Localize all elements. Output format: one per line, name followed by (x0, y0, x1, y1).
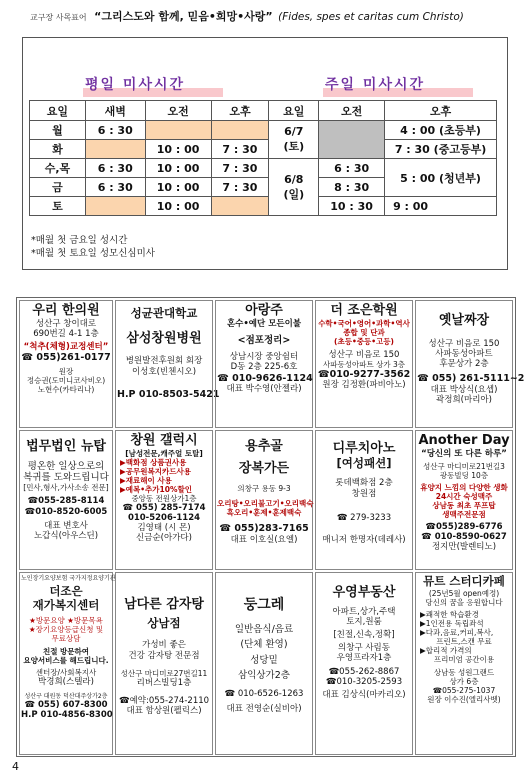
ad-line: 당신의 꿈을 응원합니다 (425, 597, 503, 607)
sunday-day1-weekday: (토) (283, 140, 305, 153)
header-pm: 오후 (211, 101, 269, 121)
ad-another-day (415, 430, 513, 570)
ad-line: 대표 변호사 (44, 520, 88, 531)
ad-phone: ☎ 055)261-0177 (21, 352, 111, 364)
ad-title-2: 재가복지센터 (32, 597, 100, 612)
ad-phone: ☎ 010-9626-1124 (217, 372, 313, 384)
ad-phone: ☎010-8520-6005 (24, 506, 108, 517)
day-cell: 월 (30, 121, 86, 140)
mass-notes (31, 234, 155, 260)
ad-line: 상가 6층 (449, 676, 479, 686)
ad-line: 690번길 4-1 1층 (33, 328, 99, 339)
pm-cell (211, 121, 269, 140)
ad-line: 성산구 비음로 150 (328, 349, 400, 360)
ad-line: 상남시장 중앙쉼터 (229, 352, 299, 363)
sunday-day2-am-c: 10 : 30 (319, 197, 385, 216)
sunday-day1-date: 6/7 (284, 125, 304, 138)
ad-yennal-jjajang (415, 300, 525, 428)
ad-line: 신금순(아가다) (136, 533, 192, 544)
sunday-day2-pm-c: 9 : 00 (385, 197, 497, 216)
ad-line: 상남동 성원그랜드 (433, 667, 495, 677)
sunday-day2-am-b: 8 : 30 (319, 178, 385, 197)
ad-diluciano (315, 430, 413, 570)
dawn-cell (85, 140, 145, 159)
weekday-mass-title: 평일 미사시간 (85, 77, 186, 93)
ad-deojoeun-care-center (19, 572, 116, 755)
am-cell: 10 : 00 (145, 178, 211, 197)
header-sunday-am: 오전 (319, 101, 385, 121)
ad-title: 창원 갤럭시 (130, 433, 198, 448)
ad-line: 성산구 비음로 150 (428, 338, 500, 349)
ad-title: 용추골 (245, 439, 283, 454)
ad-line: 롯데백화점 2층 (335, 478, 393, 489)
ad-line: 의창구 사림동 (338, 643, 390, 654)
am-cell: 10 : 00 (145, 159, 211, 178)
ad-line: 프리미엄 공간이용 (433, 654, 495, 664)
ad-line: “당신의 또 다른 하루” (421, 448, 507, 459)
ad-line: 프린트,스캔 무료 (436, 636, 492, 646)
ad-title-2: 상남점 (147, 615, 181, 630)
ad-line: 아파트,상가,주택 (332, 606, 396, 617)
ad-line: (25년5월 open예정) (428, 588, 500, 598)
ad-title-2: 장복가든 (238, 460, 290, 476)
ad-line: 센터장/사회복지사 (35, 667, 97, 677)
ad-title: 뮤트 스터디카페 (423, 574, 505, 588)
note-line: *매월 첫 금요일 성시간 (31, 235, 128, 246)
dawn-cell: 6 : 30 (85, 178, 145, 197)
ad-line: <점포정리> (237, 334, 291, 346)
ad-line: 사파동성아파트 상가 3층 (323, 359, 405, 369)
motto-label: 교구장 사목표어 (30, 13, 87, 22)
ad-title: 우영부동산 (332, 585, 396, 600)
ad-line: 의창구 용동 9-3 (237, 484, 291, 494)
ad-phone: ☎예약:055-274-2110 (118, 695, 210, 706)
ad-line: 김영태 (시 몬) (137, 522, 191, 533)
ad-line: 우영프라자1층 (336, 653, 392, 664)
sunday-day1-am-cell (319, 121, 385, 159)
day-cell: 금 (30, 178, 86, 197)
header-dawn: 새벽 (85, 101, 145, 121)
ad-line: 혼수•예단 모든이불 (226, 318, 302, 329)
ad-line: 가성비 좋은 (142, 640, 186, 651)
ad-title: 우리 한의원 (32, 303, 100, 318)
note-line: *매월 첫 토요일 성모신심미사 (31, 248, 155, 259)
ad-phone: 010-5206-1124 (127, 512, 201, 523)
ad-line: 원장 이수진(엘리사벳) (427, 694, 501, 704)
dawn-cell: 6 : 30 (85, 121, 145, 140)
ad-title: 더 조은학원 (330, 303, 398, 318)
sunday-day1-cell (269, 121, 319, 159)
ad-line: [친절,신속,정확] (333, 629, 395, 640)
ad-line: 대표 박상식(요셉) (430, 384, 498, 395)
ad-line: 흑오리•훈제•훈제백숙 (226, 508, 302, 518)
sunday-day2-cell (269, 159, 319, 216)
ad-phone: ☎055-262-8867 (328, 666, 400, 677)
am-cell: 10 : 00 (145, 140, 211, 159)
ad-line: 성산구 창이대로 (35, 318, 97, 329)
header-day: 요일 (30, 101, 86, 121)
ad-line: ▶합리적 가격의 (420, 645, 472, 655)
ad-title: 남다른 감자탕 (124, 597, 204, 612)
ad-phone: H.P 010-8503-5421 (117, 388, 220, 400)
sunday-day2-am-a: 6 : 30 (319, 159, 385, 178)
ad-line: 이성호(빈첸시오) (131, 366, 197, 377)
ad-line: 건강 감자탕 전문점 (128, 650, 200, 661)
ad-line: 노인장기요양보험 국가지정요양기관 (21, 575, 116, 582)
ad-line: 중앙동 전원상가1층 (131, 493, 197, 503)
motto-latin: (Fides, spes et caritas cum Christo) (278, 11, 464, 23)
ad-line: 원장 김정환(파비아노) (322, 380, 406, 391)
ad-line: 휴양지 느낌의 다양한 생화 (420, 482, 508, 492)
pm-cell: 7 : 30 (211, 159, 269, 178)
ad-title: 아랑주 (245, 303, 283, 318)
ad-line: 생맥주전문점 (442, 509, 486, 519)
ad-line: ▶다과,음료,커피,복사, (420, 627, 494, 637)
mass-schedule-table (29, 100, 497, 216)
ads-grid (16, 297, 525, 757)
ad-phone: ☎ 010-8590-0627 (421, 531, 507, 542)
ad-deojoeun-academy (315, 300, 413, 428)
ad-line: 대표 전영순(실비아) (226, 703, 302, 714)
ad-line: [민사,형사,가사소송 전문] (23, 483, 109, 493)
ad-line: 곽정희(마리아) (436, 394, 492, 405)
ad-line: 대표 김상식(마카리오) (322, 689, 406, 700)
ad-line: 성산구 대원동 덕산대주상가2층 (24, 692, 108, 700)
ad-line: 원장 (58, 366, 74, 376)
ad-yongchugol (215, 430, 313, 570)
day-cell: 화 (30, 140, 86, 159)
ad-line: ▶예복•추가10%할인 (120, 484, 192, 494)
ad-line: 대표 박수영(안젤라) (226, 383, 302, 394)
pm-cell (211, 197, 269, 216)
ad-line: ▶백화점 상품권사용 (120, 457, 187, 467)
sunday-day2-date: 6/8 (284, 172, 304, 186)
table-header-row (30, 101, 497, 121)
ad-title-2: [여성패션] (336, 455, 392, 470)
ad-phone: ☎ 055)283-7165 (219, 523, 309, 535)
sunday-mass-title: 주일 미사시간 (325, 77, 426, 93)
ad-line: 정지만(발렌티노) (431, 542, 497, 553)
ad-line: 상남동 최초 푸프탑 (432, 500, 496, 510)
mass-schedule-box (22, 37, 508, 270)
sunday-day2-pm-a: 5 : 00 (청년부) (385, 159, 497, 197)
ad-line: 복귀를 도와드립니다 (23, 471, 109, 483)
ad-woori-clinic (19, 300, 113, 428)
ad-line: (초등•중등•고등) (334, 336, 394, 346)
ad-phone: ☎ 055) 285-7174 (122, 502, 206, 513)
ad-changwon-galaxy (115, 430, 213, 570)
day-cell: 수,목 (30, 159, 86, 178)
ad-line: 후문상가 2층 (439, 358, 489, 369)
ad-line: ★방문요양 ★방문목욕 (29, 615, 103, 625)
header-am: 오전 (145, 101, 211, 121)
ad-line: D동 2층 225-6호 (230, 362, 298, 373)
header-sunday-pm: 오후 (385, 101, 497, 121)
ad-line: 요양서비스를 해드립니다. (23, 655, 109, 665)
ad-line: ▶1인전용 독립좌석 (420, 618, 484, 628)
ad-phone: ☎ 279-3233 (336, 512, 392, 523)
ad-line: 성당밑 (250, 654, 278, 666)
ad-line: 노갑식(아우스딘) (33, 530, 99, 541)
pastoral-motto (30, 8, 520, 24)
ad-title: 더조은 (49, 584, 83, 599)
ad-line: 성산구 마디미로21번길3 (423, 461, 505, 471)
ad-wooyoung-realty (315, 572, 413, 755)
table-row (30, 159, 497, 178)
pm-cell: 7 : 30 (211, 140, 269, 159)
ad-line: 삼익상가2층 (238, 669, 290, 681)
header-sunday-day: 요일 (269, 101, 319, 121)
ad-line: 평온한 일상으로의 (27, 460, 105, 472)
ad-phone: ☎055-285-8114 (27, 496, 105, 507)
ad-line: 매니저 한명자(데레사) (322, 534, 406, 545)
sunday-day1-pm-b: 7 : 30 (중고등부) (385, 140, 497, 159)
ad-line: ▶공무원복지카드사용 (120, 466, 191, 476)
ad-line: 대표 함상원(펠릭스) (126, 706, 202, 717)
ad-line: 수학•국어•영어•과학•역사 (318, 318, 410, 328)
am-cell (145, 121, 211, 140)
ad-phone: ☎055)289-6776 (425, 521, 503, 532)
ad-line: 성산구 마디미로27번길11 (120, 668, 208, 678)
ad-line: ★장기요양등급신청 및 (28, 624, 104, 634)
ad-line: ▶재료해이 사용 (120, 475, 172, 485)
ad-line: 종합 및 단과 (343, 327, 385, 337)
ad-phone: ☎ 055) 261-5111~2 (417, 373, 525, 385)
ad-line: 노현수(카타리나) (37, 384, 95, 394)
ad-line: 병원발전후원회 회장 (125, 356, 203, 367)
table-row (30, 140, 497, 159)
table-row (30, 197, 497, 216)
ad-line: 오리탕•오리불고기•오리백숙 (217, 499, 314, 509)
ad-line: 일반음식/음료 (234, 623, 294, 635)
ad-line: 토지,원룸 (346, 616, 382, 627)
ad-phone: ☎010-9277-3562 (317, 368, 411, 380)
page-number: 4 (12, 760, 19, 773)
ad-newtop-law (19, 430, 113, 570)
table-row (30, 121, 497, 140)
ad-samsung-hospital (115, 300, 220, 428)
sunday-day1-pm-a: 4 : 00 (초등부) (385, 121, 497, 140)
ad-line: 광동빌딩 10층 (439, 470, 489, 480)
ad-line: (단체 환영) (240, 639, 288, 651)
ad-mute-study-cafe (415, 572, 513, 755)
ad-line: 정승권(도미니코사비오) (26, 375, 106, 385)
ad-line: 대표 이호실(요엘) (230, 534, 298, 545)
ad-phone: ☎ 055) 607-8300 (24, 700, 108, 711)
ad-title: 옛날짜장 (438, 313, 490, 328)
ad-title: 성균관대학교 (130, 306, 198, 320)
ad-phone: H.P 010-4856-8300 (21, 710, 113, 721)
dawn-cell: 6 : 30 (85, 159, 145, 178)
ad-line: 리버스빌딩1층 (136, 677, 192, 688)
ad-title: 법무법인 뉴탑 (26, 439, 106, 454)
ad-line: 사파동성아파트 (435, 348, 493, 359)
ad-line: 박경희(스텔라) (38, 676, 94, 687)
ad-phone: ☎ 010-6526-1263 (224, 689, 304, 700)
ad-arangju (215, 300, 313, 428)
sunday-day2-weekday: (일) (283, 187, 305, 201)
ad-line: 친절 방문하여 (42, 646, 90, 656)
ad-title: 둥그레 (243, 597, 285, 613)
ad-line: “척추(체형)교정센터” (23, 341, 109, 352)
ad-line: 24시간 숙성맥주 (435, 491, 493, 501)
day-cell: 토 (30, 197, 86, 216)
ad-phone: ☎010-3205-2593 (325, 676, 403, 687)
ad-line: 창원점 (351, 488, 377, 499)
ad-line: 무료상담 (51, 633, 81, 643)
ad-title: 디루치아노 (332, 441, 396, 456)
ad-phone: ☎055-275-1037 (432, 685, 496, 695)
ad-namdareun-gamjatang (115, 572, 213, 755)
pm-cell: 7 : 30 (211, 178, 269, 197)
ad-line: [남성전문,캐주얼 토탈] (125, 448, 203, 458)
motto-main: “그리스도와 함께, 믿음•희망•사랑” (94, 10, 273, 23)
ad-title-2: 삼성창원병원 (126, 330, 202, 346)
ad-title: Another Day (418, 433, 510, 448)
ad-line: ▶쾌적한 학습환경 (420, 609, 479, 619)
dawn-cell (85, 197, 145, 216)
ad-dunggeure (215, 572, 313, 755)
am-cell: 10 : 00 (145, 197, 211, 216)
